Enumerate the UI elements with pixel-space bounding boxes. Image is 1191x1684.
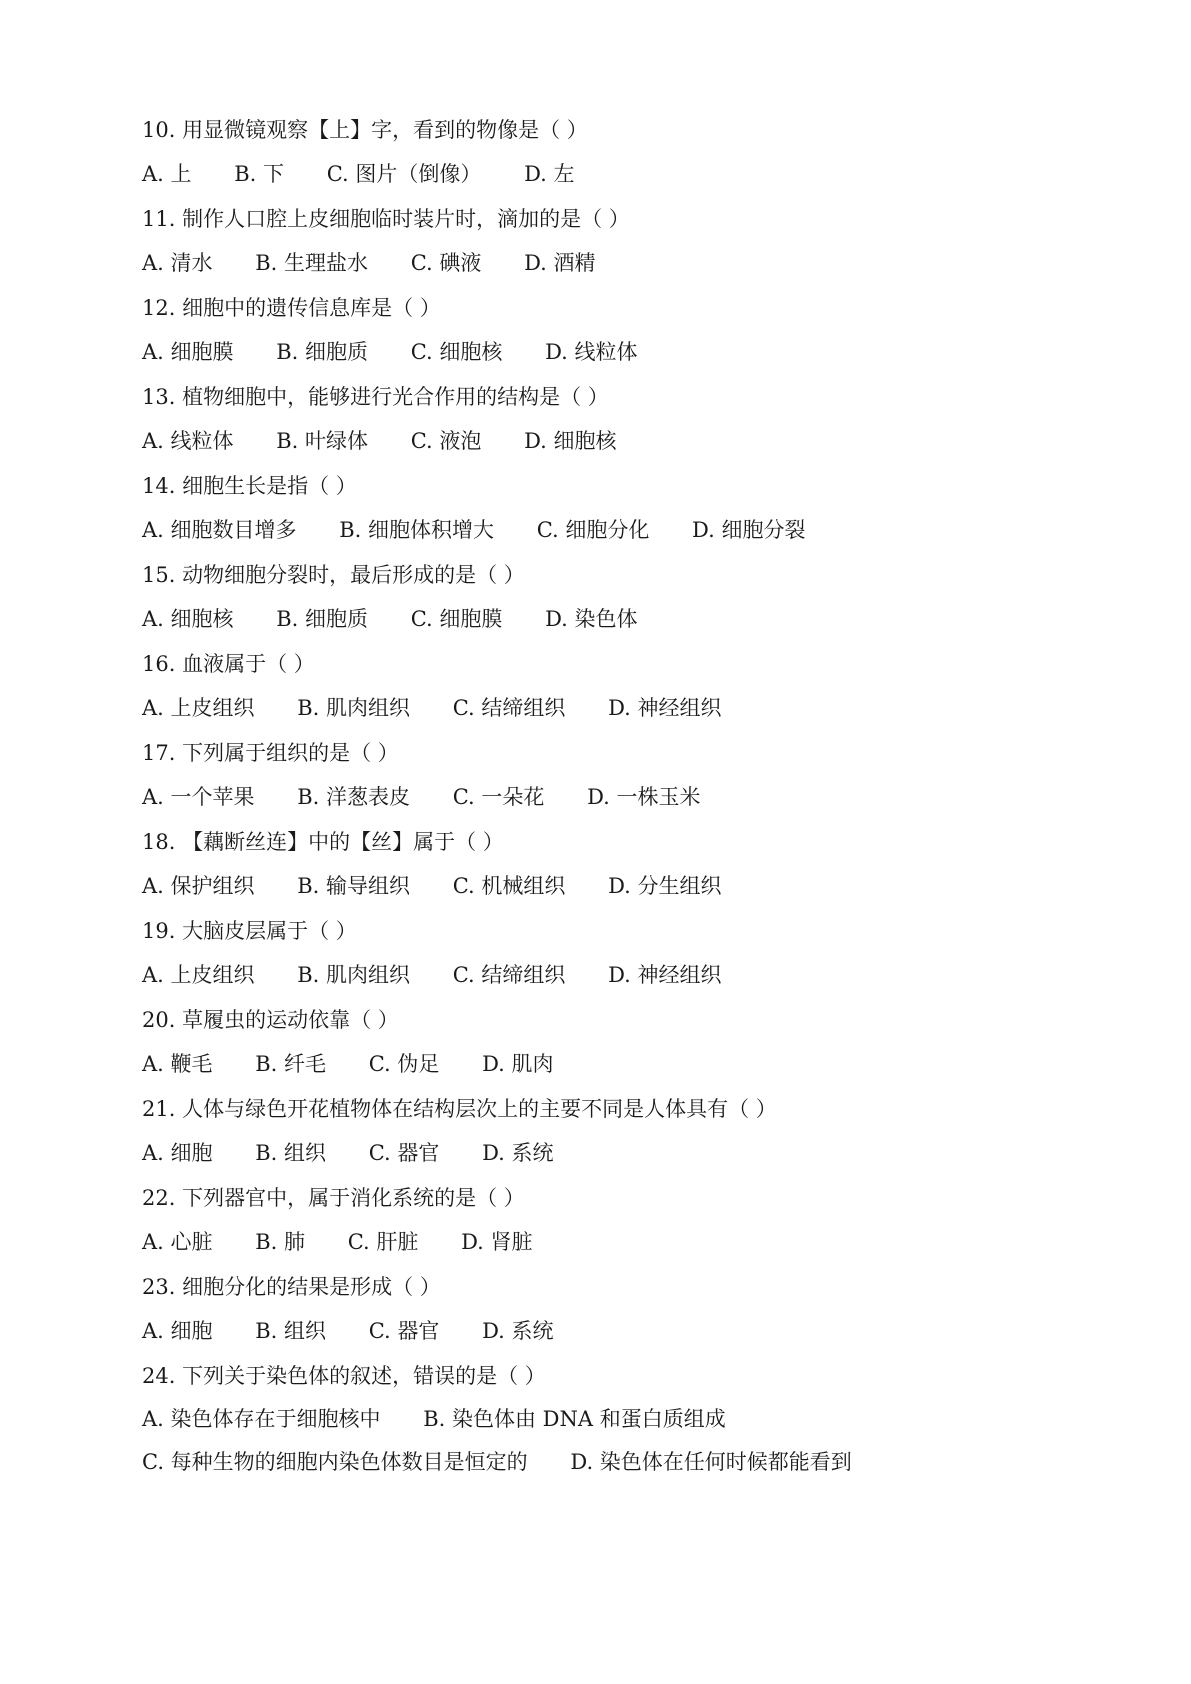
question-23: 23. 细胞分化的结果是形成（ ） xyxy=(142,1275,441,1299)
option-b: B. 肺 xyxy=(255,1230,306,1254)
options-15 xyxy=(142,597,1142,642)
option-d: D. 线粒体 xyxy=(545,340,638,364)
option-a: A. 细胞 xyxy=(142,1141,213,1165)
options-24-row-1 xyxy=(142,1398,1142,1441)
question-11: 11. 制作人口腔上皮细胞临时装片时，滴加的是（ ） xyxy=(142,207,630,231)
question-list xyxy=(142,108,1142,1484)
option-a: A. 上 xyxy=(142,162,192,186)
options-17 xyxy=(142,775,1142,820)
question-14: 14. 细胞生长是指（ ） xyxy=(142,474,357,498)
option-d: D. 肌肉 xyxy=(482,1052,554,1076)
option-a: A. 心脏 xyxy=(142,1230,213,1254)
option-d: D. 细胞核 xyxy=(524,429,617,453)
option-d: D. 染色体在任何时候都能看到 xyxy=(570,1450,852,1474)
option-c: C. 肝脏 xyxy=(347,1230,419,1254)
option-c: C. 细胞膜 xyxy=(410,607,503,631)
question-20: 20. 草履虫的运动依靠（ ） xyxy=(142,1008,399,1032)
option-c: C. 机械组织 xyxy=(452,874,566,898)
options-16 xyxy=(142,686,1142,731)
option-d: D. 神经组织 xyxy=(608,696,722,720)
option-c: C. 结缔组织 xyxy=(452,963,566,987)
option-d: D. 神经组织 xyxy=(608,963,722,987)
options-18 xyxy=(142,864,1142,909)
option-b: B. 洋葱表皮 xyxy=(297,785,411,809)
option-a: A. 细胞核 xyxy=(142,607,234,631)
question-12: 12. 细胞中的遗传信息库是（ ） xyxy=(142,296,441,320)
option-a: A. 染色体存在于细胞核中 xyxy=(142,1407,381,1431)
option-a: A. 线粒体 xyxy=(142,429,234,453)
option-c: C. 碘液 xyxy=(410,251,482,275)
option-c: C. 器官 xyxy=(368,1141,440,1165)
question-22: 22. 下列器官中，属于消化系统的是（ ） xyxy=(142,1186,525,1210)
option-c: C. 器官 xyxy=(368,1319,440,1343)
option-a: A. 上皮组织 xyxy=(142,696,255,720)
option-d: D. 分生组织 xyxy=(608,874,722,898)
question-19: 19. 大脑皮层属于（ ） xyxy=(142,919,357,943)
option-a: A. 细胞数目增多 xyxy=(142,518,297,542)
option-c: C. 液泡 xyxy=(410,429,482,453)
option-d: D. 肾脏 xyxy=(461,1230,533,1254)
option-b: B. 细胞体积增大 xyxy=(339,518,494,542)
option-b: B. 叶绿体 xyxy=(276,429,369,453)
option-d: D. 左 xyxy=(524,162,575,186)
option-b: B. 组织 xyxy=(255,1141,327,1165)
question-18: 18. 【藕断丝连】中的【丝】属于（ ） xyxy=(142,830,504,854)
option-b: B. 纤毛 xyxy=(255,1052,327,1076)
options-10 xyxy=(142,152,1142,197)
option-c: C. 伪足 xyxy=(368,1052,440,1076)
options-20 xyxy=(142,1042,1142,1087)
option-a: A. 一个苹果 xyxy=(142,785,255,809)
option-c: C. 每种生物的细胞内染色体数目是恒定的 xyxy=(142,1450,528,1474)
option-a: A. 细胞 xyxy=(142,1319,213,1343)
option-c: C. 图片（倒像） xyxy=(326,162,482,186)
option-d: D. 系统 xyxy=(482,1319,554,1343)
option-d: D. 系统 xyxy=(482,1141,554,1165)
option-a: A. 清水 xyxy=(142,251,213,275)
question-17: 17. 下列属于组织的是（ ） xyxy=(142,741,399,765)
options-24-row-2 xyxy=(142,1441,1142,1484)
option-c: C. 细胞分化 xyxy=(536,518,650,542)
option-b: B. 组织 xyxy=(255,1319,327,1343)
question-21: 21. 人体与绿色开花植物体在结构层次上的主要不同是人体具有（ ） xyxy=(142,1097,777,1121)
options-12 xyxy=(142,330,1142,375)
option-b: B. 染色体由 DNA 和蛋白质组成 xyxy=(423,1407,726,1431)
option-d: D. 酒精 xyxy=(524,251,596,275)
question-15: 15. 动物细胞分裂时，最后形成的是（ ） xyxy=(142,563,525,587)
options-19 xyxy=(142,953,1142,998)
options-11 xyxy=(142,241,1142,286)
options-13 xyxy=(142,419,1142,464)
option-c: C. 结缔组织 xyxy=(452,696,566,720)
options-23 xyxy=(142,1309,1142,1354)
options-22 xyxy=(142,1220,1142,1265)
option-a: A. 上皮组织 xyxy=(142,963,255,987)
option-c: C. 细胞核 xyxy=(410,340,503,364)
question-16: 16. 血液属于（ ） xyxy=(142,652,315,676)
option-d: D. 一株玉米 xyxy=(587,785,701,809)
option-a: A. 细胞膜 xyxy=(142,340,234,364)
option-c: C. 一朵花 xyxy=(452,785,545,809)
question-10: 10. 用显微镜观察【上】字，看到的物像是（ ） xyxy=(142,118,588,142)
question-24: 24. 下列关于染色体的叙述，错误的是（ ） xyxy=(142,1364,546,1388)
option-a: A. 鞭毛 xyxy=(142,1052,213,1076)
option-b: B. 细胞质 xyxy=(276,340,369,364)
option-d: D. 染色体 xyxy=(545,607,638,631)
option-b: B. 细胞质 xyxy=(276,607,369,631)
options-21 xyxy=(142,1131,1142,1176)
option-b: B. 输导组织 xyxy=(297,874,411,898)
options-14 xyxy=(142,508,1142,553)
option-b: B. 肌肉组织 xyxy=(297,963,411,987)
option-a: A. 保护组织 xyxy=(142,874,255,898)
question-13: 13. 植物细胞中，能够进行光合作用的结构是（ ） xyxy=(142,385,609,409)
option-b: B. 生理盐水 xyxy=(255,251,369,275)
option-d: D. 细胞分裂 xyxy=(692,518,806,542)
option-b: B. 下 xyxy=(234,162,285,186)
option-b: B. 肌肉组织 xyxy=(297,696,411,720)
